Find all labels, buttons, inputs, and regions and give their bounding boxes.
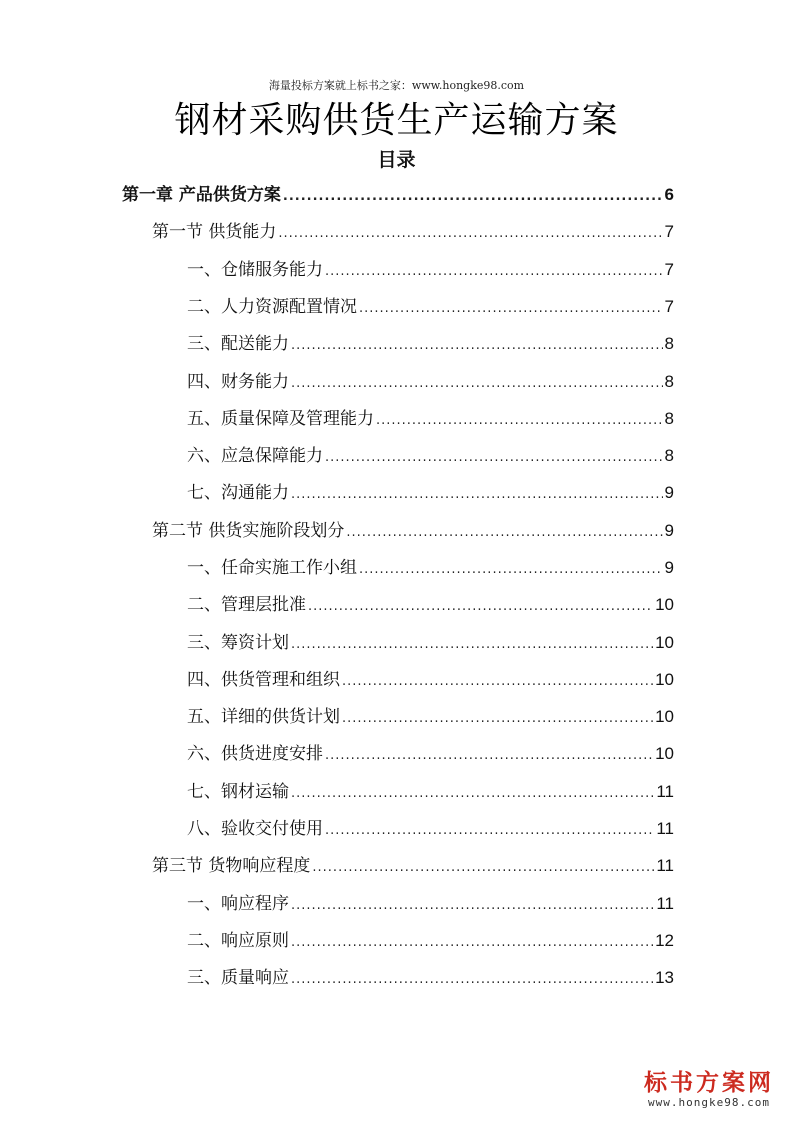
toc-entry-text: 第一章 产品供货方案: [122, 185, 281, 205]
toc-leader-dots: [325, 812, 654, 849]
toc-page-number: 9: [664, 521, 674, 540]
toc-entry-text: 一、响应程序: [187, 894, 289, 914]
toc-leader-dots: [325, 439, 663, 476]
toc-entry-text: 二、响应原则: [187, 931, 289, 951]
document-title: 钢材采购供货生产运输方案: [174, 100, 619, 141]
toc-page-number: 11: [656, 894, 674, 913]
toc-entry-text: 二、人力资源配置情况: [187, 297, 357, 317]
toc-entry[interactable]: [187, 437, 674, 474]
toc-entry-text: 五、质量保障及管理能力: [187, 409, 374, 429]
toc-page-number: 10: [655, 744, 674, 763]
toc-page-number: 8: [664, 446, 674, 465]
toc-leader-dots: [312, 849, 654, 886]
toc-leader-dots: [283, 178, 663, 215]
toc-leader-dots: [278, 215, 662, 252]
toc-entry-text: 一、仓储服务能力: [187, 260, 323, 280]
toc-entry-text: 三、质量响应: [187, 968, 289, 988]
toc-entry[interactable]: [187, 363, 674, 400]
toc-entry[interactable]: [187, 661, 674, 698]
toc-entry[interactable]: [122, 176, 674, 213]
toc-leader-dots: [342, 700, 653, 737]
toc-entry[interactable]: [187, 586, 674, 623]
toc-leader-dots: [291, 924, 653, 961]
toc-page-number: 9: [664, 483, 674, 502]
toc-entry-text: 七、钢材运输: [187, 782, 289, 802]
toc-entry[interactable]: [152, 213, 674, 250]
toc-page-number: 11: [656, 819, 674, 838]
toc-entry[interactable]: [187, 325, 674, 362]
toc-entry[interactable]: [187, 400, 674, 437]
toc-entry-text: 八、验收交付使用: [187, 819, 323, 839]
toc-page-number: 8: [664, 409, 674, 428]
toc-entry[interactable]: [187, 698, 674, 735]
toc-entry[interactable]: [187, 549, 674, 586]
toc-page-number: 11: [656, 856, 674, 875]
toc-leader-dots: [291, 961, 653, 998]
toc-leader-dots: [291, 775, 654, 812]
toc-page-number: 8: [664, 372, 674, 391]
toc-entry-text: 六、应急保障能力: [187, 446, 323, 466]
toc-entry[interactable]: [152, 512, 674, 549]
toc-leader-dots: [376, 402, 663, 439]
toc-entry-text: 四、供货管理和组织: [187, 670, 340, 690]
toc-entry-text: 第一节 供货能力: [152, 222, 277, 242]
toc-entry[interactable]: [187, 959, 674, 996]
toc-entry[interactable]: [187, 810, 674, 847]
toc-entry-text: 二、管理层批准: [187, 595, 306, 615]
header-note: 海量投标方案就上标书之家：www.hongke98.com: [268, 79, 525, 92]
toc-page-number: 7: [664, 297, 674, 316]
toc-leader-dots: [291, 626, 653, 663]
watermark-url: www.hongke98.com: [648, 1096, 770, 1109]
toc-page-number: 10: [655, 707, 674, 726]
toc-entry-text: 五、详细的供货计划: [187, 707, 340, 727]
toc-entry[interactable]: [187, 251, 674, 288]
toc-leader-dots: [291, 887, 654, 924]
toc-page-number: 8: [664, 334, 674, 353]
toc-entry-text: 第二节 供货实施阶段划分: [152, 521, 345, 541]
toc-entry-text: 三、筹资计划: [187, 633, 289, 653]
toc-leader-dots: [359, 290, 663, 327]
toc-entry[interactable]: [187, 288, 674, 325]
toc-entry-text: 六、供货进度安排: [187, 744, 323, 764]
toc-page-number: 12: [655, 931, 674, 950]
toc-entry[interactable]: [187, 773, 674, 810]
toc-leader-dots: [325, 253, 663, 290]
watermark-logo: [634, 1070, 784, 1110]
toc-entry-text: 一、任命实施工作小组: [187, 558, 357, 578]
toc-leader-dots: [342, 663, 653, 700]
toc-heading: 目录: [377, 149, 416, 171]
toc-entry[interactable]: [187, 624, 674, 661]
toc-leader-dots: [291, 327, 663, 364]
toc-page-number: 7: [664, 260, 674, 279]
toc-leader-dots: [291, 476, 663, 513]
toc-page-number: 9: [664, 558, 674, 577]
toc-entry[interactable]: [187, 735, 674, 772]
toc-page-number: 13: [655, 968, 674, 987]
toc-page-number: 7: [664, 222, 674, 241]
toc-leader-dots: [291, 365, 663, 402]
toc-entry-text: 第三节 货物响应程度: [152, 856, 311, 876]
toc-leader-dots: [359, 551, 663, 588]
toc-page-number: 10: [655, 633, 674, 652]
toc-entry-text: 四、财务能力: [187, 372, 289, 392]
toc-page-number: 6: [664, 185, 674, 204]
toc-page-number: 11: [656, 782, 674, 801]
toc-page-number: 10: [655, 670, 674, 689]
toc-entry-text: 七、沟通能力: [187, 483, 289, 503]
toc-leader-dots: [325, 737, 653, 774]
toc-entry-text: 三、配送能力: [187, 334, 289, 354]
toc-leader-dots: [308, 588, 653, 625]
toc-entry[interactable]: [187, 474, 674, 511]
toc-entry[interactable]: [187, 922, 674, 959]
toc-leader-dots: [346, 514, 662, 551]
toc-entry[interactable]: [187, 885, 674, 922]
toc-page-number: 10: [655, 595, 674, 614]
toc-entry[interactable]: [152, 847, 674, 884]
watermark-brand: 标书方案网: [644, 1070, 774, 1096]
